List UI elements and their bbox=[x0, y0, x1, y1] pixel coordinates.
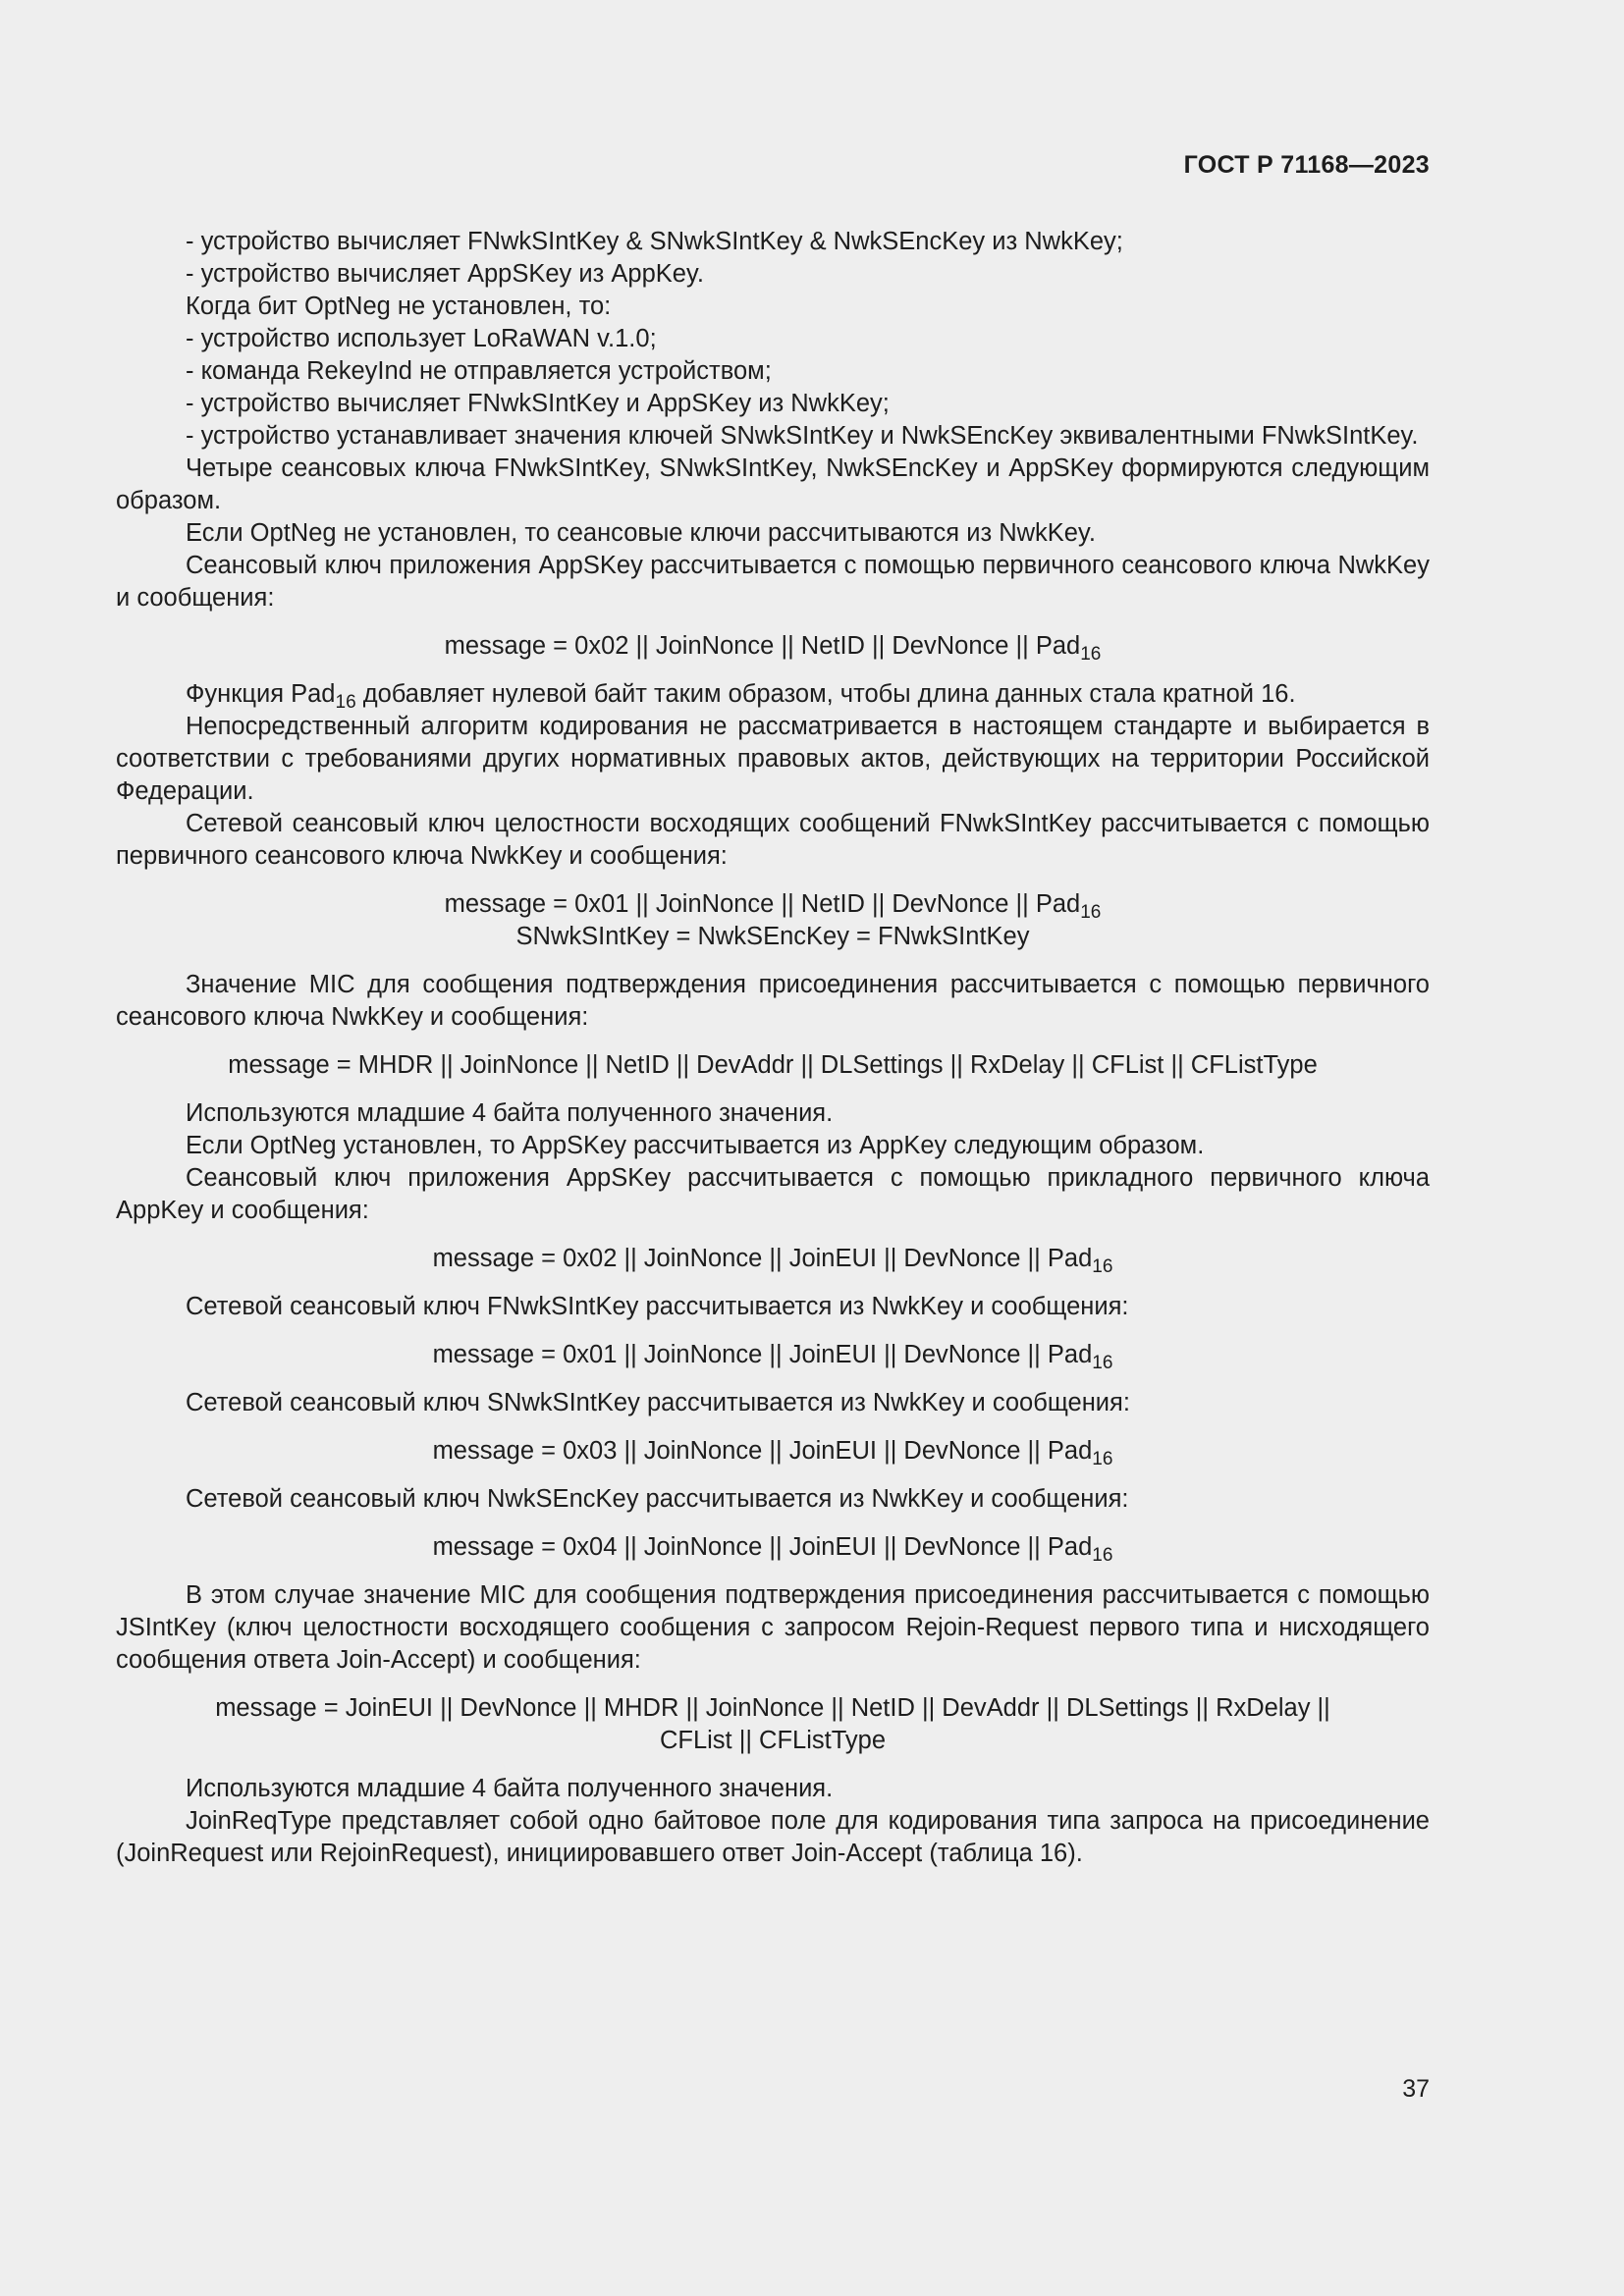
formula-text: message = 0x03 || JoinNonce || JoinEUI || DevNonce || Pad bbox=[432, 1437, 1093, 1465]
page-number: 37 bbox=[1402, 2075, 1430, 2103]
formula-subscript: 16 bbox=[1092, 1256, 1113, 1278]
paragraph: Используются младшие 4 байта полученного значения. bbox=[186, 1775, 834, 1802]
paragraph: - команда RekeyInd не отправляется устройством; bbox=[186, 357, 772, 385]
paragraph: - устройство вычисляет AppSKey из AppKey. bbox=[186, 260, 704, 288]
page-body bbox=[116, 226, 1430, 1870]
formula bbox=[116, 1339, 1430, 1374]
paragraph: В этом случае значение MIC для сообщения подтверждения присоединения рассчитывается с помощью JSIntKey (ключ целостности восходящего сообщения с запросом Rejoin-Request первого типа и нисходящего сообщения ответа Join-Accept) и сообщения: bbox=[116, 1581, 1430, 1674]
paragraph-subscript: 16 bbox=[335, 692, 356, 714]
paragraph: Сеансовый ключ приложения AppSKey рассчитывается с помощью первичного сеансового ключа NwkKey и сообщения: bbox=[116, 552, 1430, 612]
paragraph: - устройство вычисляет FNwkSIntKey & SNwkSIntKey & NwkSEncKey из NwkKey; bbox=[186, 228, 1123, 255]
paragraph-text: Функция Pad bbox=[186, 680, 336, 708]
formula-text: message = 0x01 || JoinNonce || JoinEUI || DevNonce || Pad bbox=[432, 1341, 1093, 1368]
paragraph: - устройство использует LoRaWAN v.1.0; bbox=[186, 325, 657, 352]
formula-text: message = 0x02 || JoinNonce || NetID || DevNonce || Pad bbox=[444, 632, 1081, 660]
formula: message = JoinEUI || DevNonce || MHDR || JoinNonce || NetID || DevAddr || DLSettings || RxDelay || bbox=[215, 1694, 1330, 1722]
paragraph: - устройство устанавливает значения ключей SNwkSIntKey и NwkSEncKey эквивалентными FNwkSIntKey. bbox=[186, 422, 1419, 450]
formula: message = MHDR || JoinNonce || NetID || DevAddr || DLSettings || RxDelay || CFList || CFListType bbox=[228, 1051, 1318, 1079]
formula-subscript: 16 bbox=[1092, 1353, 1113, 1374]
formula-subscript: 16 bbox=[1092, 1545, 1113, 1567]
paragraph: Используются младшие 4 байта полученного значения. bbox=[186, 1099, 834, 1127]
paragraph: Сетевой сеансовый ключ целостности восходящих сообщений FNwkSIntKey рассчитывается с помощью первичного сеансового ключа NwkKey и сообщения: bbox=[116, 810, 1430, 870]
formula bbox=[116, 1243, 1430, 1278]
paragraph: JoinReqType представляет собой одно байтовое поле для кодирования типа запроса на присоединение (JoinRequest или RejoinRequest), инициировавшего ответ Join-Accept (таблица 16). bbox=[116, 1807, 1430, 1867]
formula: SNwkSIntKey = NwkSEncKey = FNwkSIntKey bbox=[515, 923, 1030, 950]
paragraph: Если OptNeg установлен, то AppSKey рассчитывается из AppKey следующим образом. bbox=[186, 1132, 1205, 1159]
paragraph-text: добавляет нулевой байт таким образом, чтобы длина данных стала кратной 16. bbox=[355, 680, 1296, 708]
paragraph: Значение MIC для сообщения подтверждения присоединения рассчитывается с помощью первичного сеансового ключа NwkKey и сообщения: bbox=[116, 971, 1430, 1031]
formula bbox=[116, 630, 1430, 666]
formula-text: message = 0x01 || JoinNonce || NetID || DevNonce || Pad bbox=[444, 890, 1081, 918]
formula bbox=[116, 1435, 1430, 1468]
formula-subscript: 16 bbox=[1080, 644, 1102, 666]
paragraph: Сеансовый ключ приложения AppSKey рассчитывается с помощью прикладного первичного ключа AppKey и сообщения: bbox=[116, 1164, 1430, 1224]
paragraph: Четыре сеансовых ключа FNwkSIntKey, SNwkSIntKey, NwkSEncKey и AppSKey формируются следующим образом. bbox=[116, 454, 1430, 514]
document-header: ГОСТ Р 71168—2023 bbox=[1183, 151, 1430, 179]
paragraph: Непосредственный алгоритм кодирования не рассматривается в настоящем стандарте и выбирается в соответствии с требованиями других нормативных правовых актов, действующих на территории Российской Федерации. bbox=[116, 713, 1430, 805]
formula-subscript: 16 bbox=[1080, 902, 1102, 924]
formula: CFList || CFListType bbox=[659, 1727, 887, 1754]
paragraph: Сетевой сеансовый ключ FNwkSIntKey рассчитывается из NwkKey и сообщения: bbox=[186, 1293, 1129, 1320]
paragraph: Когда бит OptNeg не установлен, то: bbox=[186, 293, 612, 320]
paragraph: Сетевой сеансовый ключ SNwkSIntKey рассчитывается из NwkKey и сообщения: bbox=[186, 1389, 1130, 1416]
formula-text: message = 0x02 || JoinNonce || JoinEUI || DevNonce || Pad bbox=[432, 1245, 1093, 1272]
paragraph: - устройство вычисляет FNwkSIntKey и AppSKey из NwkKey; bbox=[186, 390, 890, 417]
paragraph: Сетевой сеансовый ключ NwkSEncKey рассчитывается из NwkKey и сообщения: bbox=[186, 1485, 1129, 1513]
paragraph bbox=[116, 678, 1430, 714]
formula bbox=[116, 888, 1430, 924]
formula bbox=[116, 1531, 1430, 1567]
formula-text: message = 0x04 || JoinNonce || JoinEUI || DevNonce || Pad bbox=[432, 1533, 1093, 1561]
formula-subscript: 16 bbox=[1092, 1449, 1113, 1470]
paragraph: Если OptNeg не установлен, то сеансовые ключи рассчитываются из NwkKey. bbox=[186, 519, 1096, 547]
